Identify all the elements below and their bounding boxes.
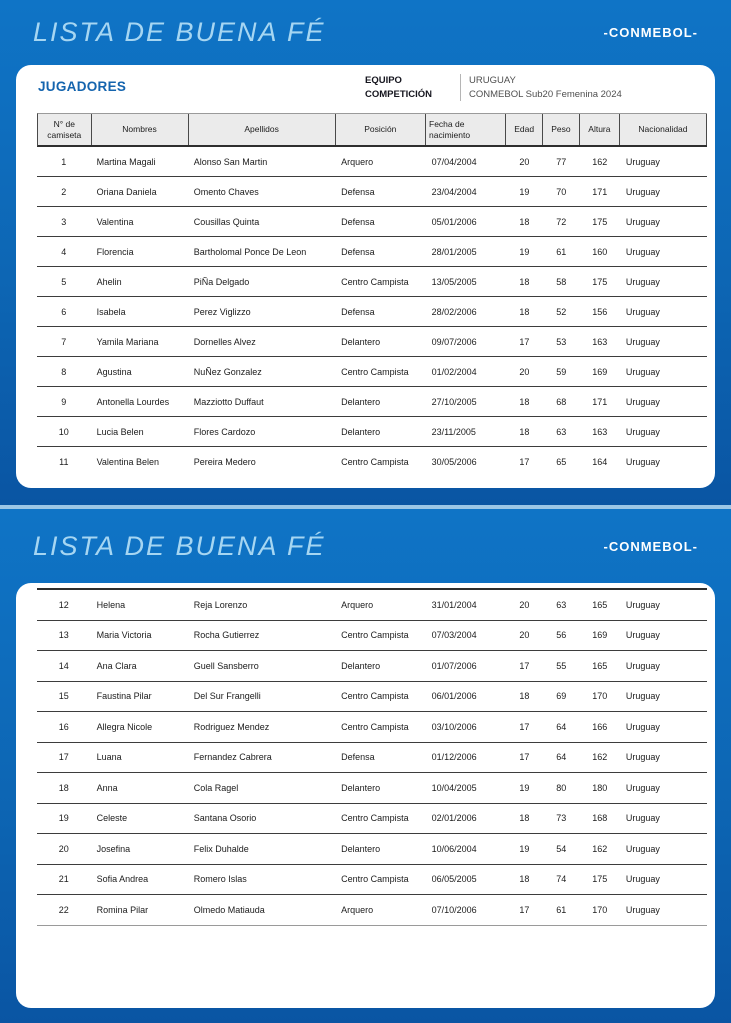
- table-cell: Uruguay: [625, 216, 660, 227]
- table-cell: 164: [592, 456, 608, 467]
- table-row: [37, 651, 707, 682]
- table-cell: Bartholomal Ponce De Leon: [193, 246, 307, 257]
- col-header-fecha-nacimiento: Fecha de nacimiento: [426, 114, 506, 145]
- table-cell: 18: [519, 306, 530, 317]
- table-cell: 3: [61, 216, 67, 227]
- table-cell: 13: [58, 630, 69, 641]
- table-cell: Felix Duhalde: [193, 843, 249, 854]
- table-cell: 17: [519, 721, 530, 732]
- meta-values: [469, 74, 622, 101]
- table-cell: Uruguay: [625, 630, 660, 641]
- table-cell: 4: [61, 246, 67, 257]
- table-cell: 73: [556, 813, 567, 824]
- table-row: [37, 834, 707, 865]
- table-cell: Uruguay: [625, 782, 660, 793]
- table-cell: Uruguay: [625, 874, 660, 885]
- table-cell: Uruguay: [625, 156, 660, 167]
- table-cell: Defensa: [341, 246, 375, 257]
- table-cell: Mazziotto Duffaut: [193, 396, 264, 407]
- players-table-page1: [37, 113, 707, 476]
- table-cell: 9: [61, 396, 67, 407]
- table-cell: Agustina: [96, 366, 132, 377]
- table-row: [37, 297, 707, 327]
- table-row: [37, 387, 707, 417]
- table-row: [37, 267, 707, 297]
- table-cell: Ahelin: [96, 276, 122, 287]
- table-cell: 20: [58, 843, 69, 854]
- table-cell: 23/11/2005: [431, 426, 476, 437]
- table-cell: 12: [58, 599, 69, 610]
- table-cell: 07/04/2004: [431, 156, 477, 167]
- table-cell: Uruguay: [625, 306, 660, 317]
- table-cell: 80: [556, 782, 567, 793]
- table-cell: Uruguay: [625, 599, 660, 610]
- table-cell: Pereira Medero: [193, 456, 256, 467]
- table-cell: Helena: [96, 599, 126, 610]
- table-cell: Centro Campista: [341, 456, 409, 467]
- table-cell: Delantero: [341, 426, 381, 437]
- table-cell: 163: [592, 426, 608, 437]
- table-cell: Uruguay: [625, 336, 660, 347]
- conmebol-logo: -CONMEBOL-: [603, 25, 698, 40]
- table-cell: 18: [519, 874, 530, 885]
- col-header-apellidos: Apellidos: [189, 114, 336, 145]
- table-cell: Cola Ragel: [193, 782, 239, 793]
- table-cell: Centro Campista: [341, 366, 409, 377]
- team-label: EQUIPO: [365, 75, 402, 86]
- table-cell: 13/05/2005: [431, 276, 477, 287]
- table-cell: 59: [556, 366, 567, 377]
- table-cell: 05/01/2006: [431, 216, 477, 227]
- col-header-camiseta: N° de camiseta: [38, 114, 92, 145]
- table-cell: Del Sur Frangelli: [193, 691, 261, 702]
- table-cell: 55: [556, 660, 567, 671]
- table-cell: 162: [592, 156, 608, 167]
- table-cell: 14: [58, 660, 69, 671]
- table-cell: 171: [592, 186, 608, 197]
- table-cell: Uruguay: [625, 276, 660, 287]
- table-cell: Dornelles Alvez: [193, 336, 256, 347]
- table-cell: 19: [519, 843, 530, 854]
- table-cell: 165: [592, 599, 608, 610]
- table-cell: 07/03/2004: [431, 630, 477, 641]
- table-cell: 63: [556, 599, 567, 610]
- table-cell: 63: [556, 426, 567, 437]
- table-header-row: [37, 113, 707, 147]
- table-cell: Oriana Daniela: [96, 186, 157, 197]
- table-cell: Reja Lorenzo: [193, 599, 248, 610]
- table-cell: 09/07/2006: [431, 336, 477, 347]
- table-cell: Uruguay: [625, 843, 660, 854]
- table-cell: 61: [556, 246, 567, 257]
- table-row: [37, 417, 707, 447]
- table-cell: 166: [592, 721, 608, 732]
- table-row: [37, 712, 707, 743]
- table-cell: 175: [592, 216, 608, 227]
- table-cell: Uruguay: [625, 904, 660, 915]
- table-cell: Josefina: [96, 843, 131, 854]
- table-row: [37, 865, 707, 896]
- table-cell: 6: [61, 306, 67, 317]
- table-cell: 18: [519, 396, 530, 407]
- table-cell: Arquero: [341, 156, 374, 167]
- table-cell: Uruguay: [625, 752, 660, 763]
- table-cell: Uruguay: [625, 691, 660, 702]
- table-cell: 180: [592, 782, 608, 793]
- table-cell: 23/04/2004: [431, 186, 477, 197]
- conmebol-logo: -CONMEBOL-: [603, 538, 698, 554]
- table-cell: Omento Chaves: [193, 186, 259, 197]
- table-cell: 22: [58, 904, 69, 915]
- table-row: [37, 804, 707, 835]
- table-cell: Centro Campista: [341, 721, 409, 732]
- table-cell: Centro Campista: [341, 874, 409, 885]
- team-competition-block: [365, 74, 622, 101]
- table-cell: 10/04/2005: [431, 782, 477, 793]
- table-cell: 163: [592, 336, 608, 347]
- table-cell: 19: [58, 813, 69, 824]
- table-cell: 169: [592, 630, 608, 641]
- table-cell: 7: [61, 336, 67, 347]
- table-row: [37, 237, 707, 267]
- table-cell: 03/10/2006: [431, 721, 477, 732]
- table-cell: 16: [58, 721, 69, 732]
- table-cell: 160: [592, 246, 608, 257]
- team-value: URUGUAY: [469, 75, 516, 86]
- table-cell: Rodriguez Mendez: [193, 721, 270, 732]
- table-cell: 10: [58, 426, 69, 437]
- table-cell: Sofia Andrea: [96, 874, 149, 885]
- col-header-nacionalidad: Nacionalidad: [620, 114, 707, 145]
- table-cell: 17: [58, 752, 69, 763]
- table-row: [37, 357, 707, 387]
- table-cell: Delantero: [341, 660, 381, 671]
- table-cell: 5: [61, 276, 67, 287]
- table-cell: Centro Campista: [341, 276, 409, 287]
- table-cell: 06/01/2006: [431, 691, 477, 702]
- table-cell: Yamila Mariana: [96, 336, 159, 347]
- table-cell: Fernandez Cabrera: [193, 752, 272, 763]
- table-cell: Anna: [96, 782, 118, 793]
- table-cell: 165: [592, 660, 608, 671]
- table-cell: 175: [592, 874, 608, 885]
- table-cell: 64: [556, 721, 567, 732]
- table-cell: 8: [61, 366, 67, 377]
- table-cell: 65: [556, 456, 567, 467]
- table-cell: Arquero: [341, 599, 374, 610]
- table-cell: 06/05/2005: [431, 874, 477, 885]
- table-cell: 19: [519, 782, 530, 793]
- table-cell: Florencia: [96, 246, 134, 257]
- page-2: [0, 509, 731, 1023]
- page2-header: [0, 509, 731, 583]
- table-cell: Uruguay: [625, 456, 660, 467]
- table-cell: Delantero: [341, 843, 381, 854]
- table-cell: Delantero: [341, 336, 381, 347]
- table-cell: 17: [519, 456, 530, 467]
- table-cell: Uruguay: [625, 813, 660, 824]
- table-cell: Flores Cardozo: [193, 426, 256, 437]
- table-row: [37, 327, 707, 357]
- table-row: [37, 177, 707, 207]
- table-cell: 58: [556, 276, 567, 287]
- table-cell: 28/01/2005: [431, 246, 477, 257]
- table-cell: Uruguay: [625, 366, 660, 377]
- page-title: LISTA DE BUENA FÉ: [33, 530, 326, 561]
- table-cell: 156: [592, 306, 608, 317]
- section-title: JUGADORES: [38, 79, 127, 94]
- page-title: LISTA DE BUENA FÉ: [33, 17, 326, 47]
- table-cell: Uruguay: [625, 396, 660, 407]
- players-card-page2: [16, 583, 715, 1008]
- table-cell: Valentina Belen: [96, 456, 159, 467]
- table-row: [37, 147, 707, 177]
- table-cell: 21: [58, 874, 69, 885]
- table-cell: Delantero: [341, 396, 381, 407]
- table-cell: 54: [556, 843, 567, 854]
- table-cell: Uruguay: [625, 186, 660, 197]
- table-cell: 02/01/2006: [431, 813, 477, 824]
- table-row: [37, 447, 707, 476]
- card-top: [16, 65, 715, 113]
- table-cell: Uruguay: [625, 721, 660, 732]
- table-cell: 20: [519, 366, 530, 377]
- table-row: [37, 682, 707, 713]
- table-cell: Defensa: [341, 306, 375, 317]
- table-cell: Centro Campista: [341, 813, 409, 824]
- table-cell: 10/06/2004: [431, 843, 477, 854]
- players-table-page2: [37, 588, 707, 926]
- table-cell: 17: [519, 752, 530, 763]
- table-cell: 31/01/2004: [431, 599, 477, 610]
- table-cell: Perez Viglizzo: [193, 306, 251, 317]
- table-cell: Guell Sansberro: [193, 660, 259, 671]
- table-row: [37, 895, 707, 926]
- table-cell: Arquero: [341, 904, 374, 915]
- meta-labels: [365, 74, 460, 101]
- table-cell: Centro Campista: [341, 630, 409, 641]
- table-cell: Alonso San Martin: [193, 156, 268, 167]
- table-cell: 19: [519, 186, 530, 197]
- table-cell: Uruguay: [625, 426, 660, 437]
- table-cell: Ana Clara: [96, 660, 137, 671]
- col-header-posicion: Posición: [336, 114, 426, 145]
- table-cell: 15: [58, 691, 69, 702]
- table-cell: Defensa: [341, 752, 375, 763]
- table-cell: Rocha Gutierrez: [193, 630, 260, 641]
- table-row: [37, 621, 707, 652]
- table-row: [37, 743, 707, 774]
- table-cell: 01/07/2006: [431, 660, 477, 671]
- table-cell: 64: [556, 752, 567, 763]
- table-cell: 168: [592, 813, 608, 824]
- table-cell: Cousillas Quinta: [193, 216, 260, 227]
- table-cell: Luana: [96, 752, 122, 763]
- table-cell: 20: [519, 156, 530, 167]
- table-cell: 30/05/2006: [431, 456, 477, 467]
- table-cell: 68: [556, 396, 567, 407]
- table-cell: 175: [592, 276, 608, 287]
- table-cell: 20: [519, 630, 530, 641]
- table-cell: Defensa: [341, 216, 375, 227]
- table-cell: Celeste: [96, 813, 128, 824]
- table-cell: 52: [556, 306, 567, 317]
- table-cell: Maria Victoria: [96, 630, 152, 641]
- table-cell: Lucia Belen: [96, 426, 144, 437]
- table-cell: Martina Magali: [96, 156, 156, 167]
- table-cell: 77: [556, 156, 567, 167]
- table-cell: 07/10/2006: [431, 904, 477, 915]
- table-cell: Defensa: [341, 186, 375, 197]
- table-cell: 18: [519, 426, 530, 437]
- table-cell: 170: [592, 904, 608, 915]
- table-cell: 69: [556, 691, 567, 702]
- col-header-edad: Edad: [506, 114, 543, 145]
- table-body-page1: [37, 147, 707, 476]
- col-header-peso: Peso: [543, 114, 580, 145]
- table-cell: Antonella Lourdes: [96, 396, 170, 407]
- table-cell: 61: [556, 904, 567, 915]
- players-card-page1: [16, 65, 715, 488]
- table-cell: Valentina: [96, 216, 134, 227]
- page-1: [0, 0, 731, 505]
- table-cell: Faustina Pilar: [96, 691, 152, 702]
- table-cell: Centro Campista: [341, 691, 409, 702]
- table-cell: 18: [58, 782, 69, 793]
- table-cell: Olmedo Matiauda: [193, 904, 265, 915]
- table-cell: 17: [519, 336, 530, 347]
- table-cell: 17: [519, 904, 530, 915]
- table-cell: NuÑez Gonzalez: [193, 366, 262, 377]
- col-header-altura: Altura: [580, 114, 620, 145]
- table-cell: Uruguay: [625, 246, 660, 257]
- table-cell: 2: [61, 186, 67, 197]
- table-cell: 18: [519, 276, 530, 287]
- table-cell: Isabela: [96, 306, 126, 317]
- table-cell: 53: [556, 336, 567, 347]
- table-cell: 18: [519, 691, 530, 702]
- table-cell: Allegra Nicole: [96, 721, 153, 732]
- table-row: [37, 207, 707, 237]
- table-cell: 171: [592, 396, 608, 407]
- table-cell: Romina Pilar: [96, 904, 149, 915]
- table-cell: 27/10/2005: [431, 396, 477, 407]
- table-cell: 162: [592, 843, 608, 854]
- table-cell: 01/12/2006: [431, 752, 477, 763]
- competition-label: COMPETICIÓN: [365, 88, 433, 100]
- table-cell: 170: [592, 691, 608, 702]
- table-cell: PiÑa Delgado: [193, 276, 250, 287]
- table-cell: 11: [59, 456, 69, 467]
- vertical-divider: [460, 74, 461, 101]
- table-cell: 74: [556, 874, 567, 885]
- table-cell: Delantero: [341, 782, 381, 793]
- table-cell: 56: [556, 630, 567, 641]
- table-row: [37, 590, 707, 621]
- table-cell: 18: [519, 216, 530, 227]
- col-header-nombres: Nombres: [92, 114, 189, 145]
- table-cell: 162: [592, 752, 608, 763]
- table-body-page2: [37, 590, 707, 926]
- table-cell: Santana Osorio: [193, 813, 257, 824]
- table-cell: 20: [519, 599, 530, 610]
- table-cell: 01/02/2004: [431, 366, 477, 377]
- table-cell: 1: [61, 156, 67, 167]
- table-cell: Uruguay: [625, 660, 660, 671]
- table-cell: 17: [519, 660, 530, 671]
- table-row: [37, 773, 707, 804]
- page1-header: [0, 0, 731, 65]
- table-cell: 72: [556, 216, 567, 227]
- table-cell: Romero Islas: [193, 874, 247, 885]
- table-cell: 28/02/2006: [431, 306, 477, 317]
- table-cell: 19: [519, 246, 530, 257]
- competition-value: CONMEBOL Sub20 Femenina 2024: [469, 88, 622, 100]
- table-cell: 18: [519, 813, 530, 824]
- table-cell: 70: [556, 186, 567, 197]
- table-cell: 169: [592, 366, 608, 377]
